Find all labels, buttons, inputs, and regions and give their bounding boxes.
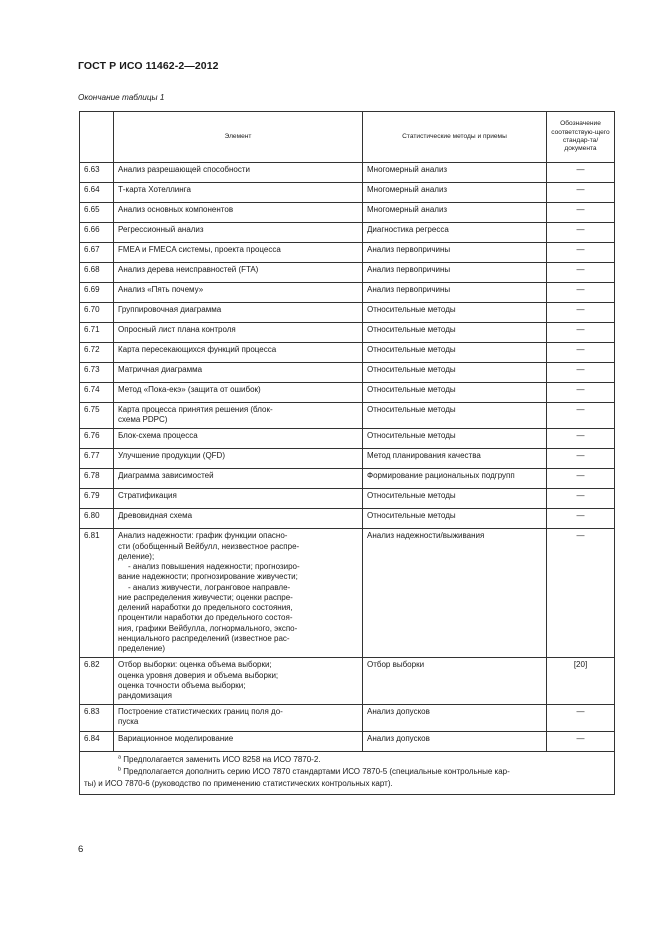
row-code: 6.71 [80,323,114,343]
table-row [80,529,615,658]
row-element-line: Улучшение продукции (QFD) [118,451,225,461]
row-element-line: Отбор выборки: оценка объема выборки; [118,660,272,670]
row-element-line: вание надежности; прогнозирование живучести; [118,572,298,582]
standards-table [79,111,615,795]
row-element [114,183,363,203]
table-row [80,183,615,203]
table-row [80,263,615,283]
row-methods: Многомерный анализ [363,183,547,203]
row-element-line: Стратификация [118,491,177,501]
row-element-line: Карта процесса принятия решения (блок- [118,405,273,414]
row-code: 6.79 [80,489,114,509]
row-reference: — [547,403,615,429]
row-element [114,509,363,529]
row-methods: Многомерный анализ [363,203,547,223]
row-code: 6.69 [80,283,114,303]
row-reference: — [547,163,615,183]
row-element-line: Древовидная схема [118,511,193,521]
row-reference: — [547,429,615,449]
row-element [114,449,363,469]
row-code: 6.72 [80,343,114,363]
header-reference: Обозначение соответствую-щего стандар-та/документа [547,112,615,163]
row-code: 6.82 [80,658,114,705]
row-methods: Относительные методы [363,383,547,403]
table-row [80,449,615,469]
row-reference: — [547,243,615,263]
row-methods: Анализ надежности/выживания [363,529,547,658]
row-element [114,303,363,323]
row-element [114,658,363,705]
row-element-line: Построение статистических границ поля до- [118,707,283,717]
row-code: 6.73 [80,363,114,383]
table-row [80,403,615,429]
document-title: ГОСТ Р ИСО 11462-2—2012 [78,60,219,72]
row-element-line: Группировочная диаграмма [118,305,222,314]
row-methods: Относительные методы [363,323,547,343]
row-element-line: Вариационное моделирование [118,733,234,743]
table-row [80,303,615,323]
table-row [80,243,615,263]
row-reference: — [547,509,615,529]
row-code: 6.66 [80,223,114,243]
footnote-a-mark: a [118,754,122,761]
header-element: Элемент [114,112,363,163]
table-row [80,731,615,751]
row-methods: Отбор выборки [363,658,547,705]
row-code: 6.83 [80,705,114,731]
row-element-line: деление); [118,551,155,561]
row-reference: — [547,705,615,731]
table-row [80,223,615,243]
row-element [114,731,363,751]
row-reference: — [547,449,615,469]
footnote-b-text-1: Предполагается дополнить серию ИСО 7870 стандартами ИСО 7870-5 (специальные контрольные кар- [123,767,510,777]
row-reference: [20] [547,658,615,705]
row-element [114,263,363,283]
footnote-b-mark: b [118,766,122,773]
header-code [80,112,114,163]
row-methods: Относительные методы [363,363,547,383]
row-element-line: оценка точности объема выборки; [118,680,246,690]
row-element [114,243,363,263]
row-element-line: рандомизация [118,690,172,700]
table-row [80,203,615,223]
row-methods: Формирование рациональных подгрупп [363,469,547,489]
row-element-line: делений наработки до предельного состояния, [118,603,293,613]
row-reference: — [547,323,615,343]
table-row [80,509,615,529]
row-element-line: Анализ разрешающей способности [118,165,251,174]
footnotes-row [80,751,615,794]
row-reference: — [547,223,615,243]
row-element-line: Карта пересекающихся функций процесса [118,345,277,354]
row-element-line: Анализ основных компонентов [118,205,234,214]
row-methods: Диагностика регресса [363,223,547,243]
table-header-row [80,112,615,163]
row-code: 6.78 [80,469,114,489]
row-reference: — [547,263,615,283]
row-element-line: оценка уровня доверия и объема выборки; [118,670,279,680]
row-methods: Относительные методы [363,343,547,363]
footnote-b-cont: ты) и ИСО 7870-6 (руководство по применению статистических контрольных карт). [84,779,393,789]
row-methods: Многомерный анализ [363,163,547,183]
row-element-line: Опросный лист плана контроля [118,325,236,334]
row-element-line: Анализ дерева неисправностей (FTA) [118,265,259,274]
row-reference: — [547,529,615,658]
row-reference: — [547,283,615,303]
row-element-line: Т-карта Хотеллинга [118,185,191,194]
row-reference: — [547,363,615,383]
row-element [114,403,363,429]
row-element [114,429,363,449]
row-code: 6.81 [80,529,114,658]
row-code: 6.77 [80,449,114,469]
table-row [80,705,615,731]
row-code: 6.80 [80,509,114,529]
row-element [114,363,363,383]
row-element-line: процентили наработки до предельного состоя- [118,613,293,623]
row-methods: Относительные методы [363,509,547,529]
row-element-line: Матричная диаграмма [118,365,203,374]
row-methods: Относительные методы [363,489,547,509]
row-methods: Анализ первопричины [363,243,547,263]
row-element [114,203,363,223]
row-methods: Анализ первопричины [363,263,547,283]
row-code: 6.68 [80,263,114,283]
row-code: 6.65 [80,203,114,223]
row-element-line: FMEA и FMECA системы, проекта процесса [118,245,281,254]
row-reference: — [547,383,615,403]
row-code: 6.75 [80,403,114,429]
row-reference: — [547,203,615,223]
row-element-line: пределение) [118,644,166,654]
footnotes [80,751,615,794]
row-element [114,323,363,343]
table-row [80,489,615,509]
row-element-line: ние распределения живучести; оценки распре- [118,592,293,602]
row-element-line: Регрессионный анализ [118,225,204,234]
row-methods: Анализ допусков [363,731,547,751]
row-methods: Анализ первопричины [363,283,547,303]
row-methods: Метод планирования качества [363,449,547,469]
row-element-line: схема PDPC) [118,415,168,425]
row-methods: Относительные методы [363,429,547,449]
table-row [80,363,615,383]
row-code: 6.63 [80,163,114,183]
table-row [80,163,615,183]
row-element [114,489,363,509]
table-row [80,323,615,343]
row-element-line: Метод «Пока-екэ» (защита от ошибок) [118,385,261,394]
row-element-line: - анализ живучести, логранговое направле- [128,582,291,592]
row-code: 6.74 [80,383,114,403]
row-code: 6.76 [80,429,114,449]
table-row [80,658,615,705]
row-element-line: Блок-схема процесса [118,431,198,441]
footnote-b [84,766,610,778]
row-element [114,529,363,658]
row-reference: — [547,731,615,751]
row-element [114,163,363,183]
row-element-line: Анализ надежности: график функции опасно- [118,531,288,541]
footnote-a-text: Предполагается заменить ИСО 8258 на ИСО 7870-2. [123,754,321,764]
footnote-a [84,754,610,766]
row-methods: Анализ допусков [363,705,547,731]
table-caption: Окончание таблицы 1 [78,93,165,102]
row-code: 6.84 [80,731,114,751]
table-body [80,163,615,752]
row-reference: — [547,343,615,363]
row-element-line: пуска [118,717,139,727]
row-element [114,469,363,489]
table-row [80,469,615,489]
table-row [80,383,615,403]
table-row [80,283,615,303]
row-element-line: Анализ «Пять почему» [118,285,204,294]
table-row [80,343,615,363]
row-code: 6.67 [80,243,114,263]
row-reference: — [547,183,615,203]
row-code: 6.70 [80,303,114,323]
row-reference: — [547,489,615,509]
row-reference: — [547,469,615,489]
row-methods: Относительные методы [363,303,547,323]
row-element-line: ния, графики Вейбулла, логнормального, экспо- [118,623,298,633]
row-element-line: Диаграмма зависимостей [118,471,214,481]
row-element-line: ненциального распределений (известное рас- [118,633,290,643]
row-element [114,343,363,363]
row-element [114,705,363,731]
row-element [114,283,363,303]
row-element [114,223,363,243]
page-number: 6 [78,844,84,855]
row-element-line: сти (обобщенный Вейбулл, неизвестное распре- [118,541,300,551]
row-reference: — [547,303,615,323]
header-methods: Статистические методы и приемы [363,112,547,163]
row-code: 6.64 [80,183,114,203]
row-element [114,383,363,403]
row-element-line: - анализ повышения надежности; прогнозиро- [128,562,300,572]
table-row [80,429,615,449]
row-methods: Относительные методы [363,403,547,429]
